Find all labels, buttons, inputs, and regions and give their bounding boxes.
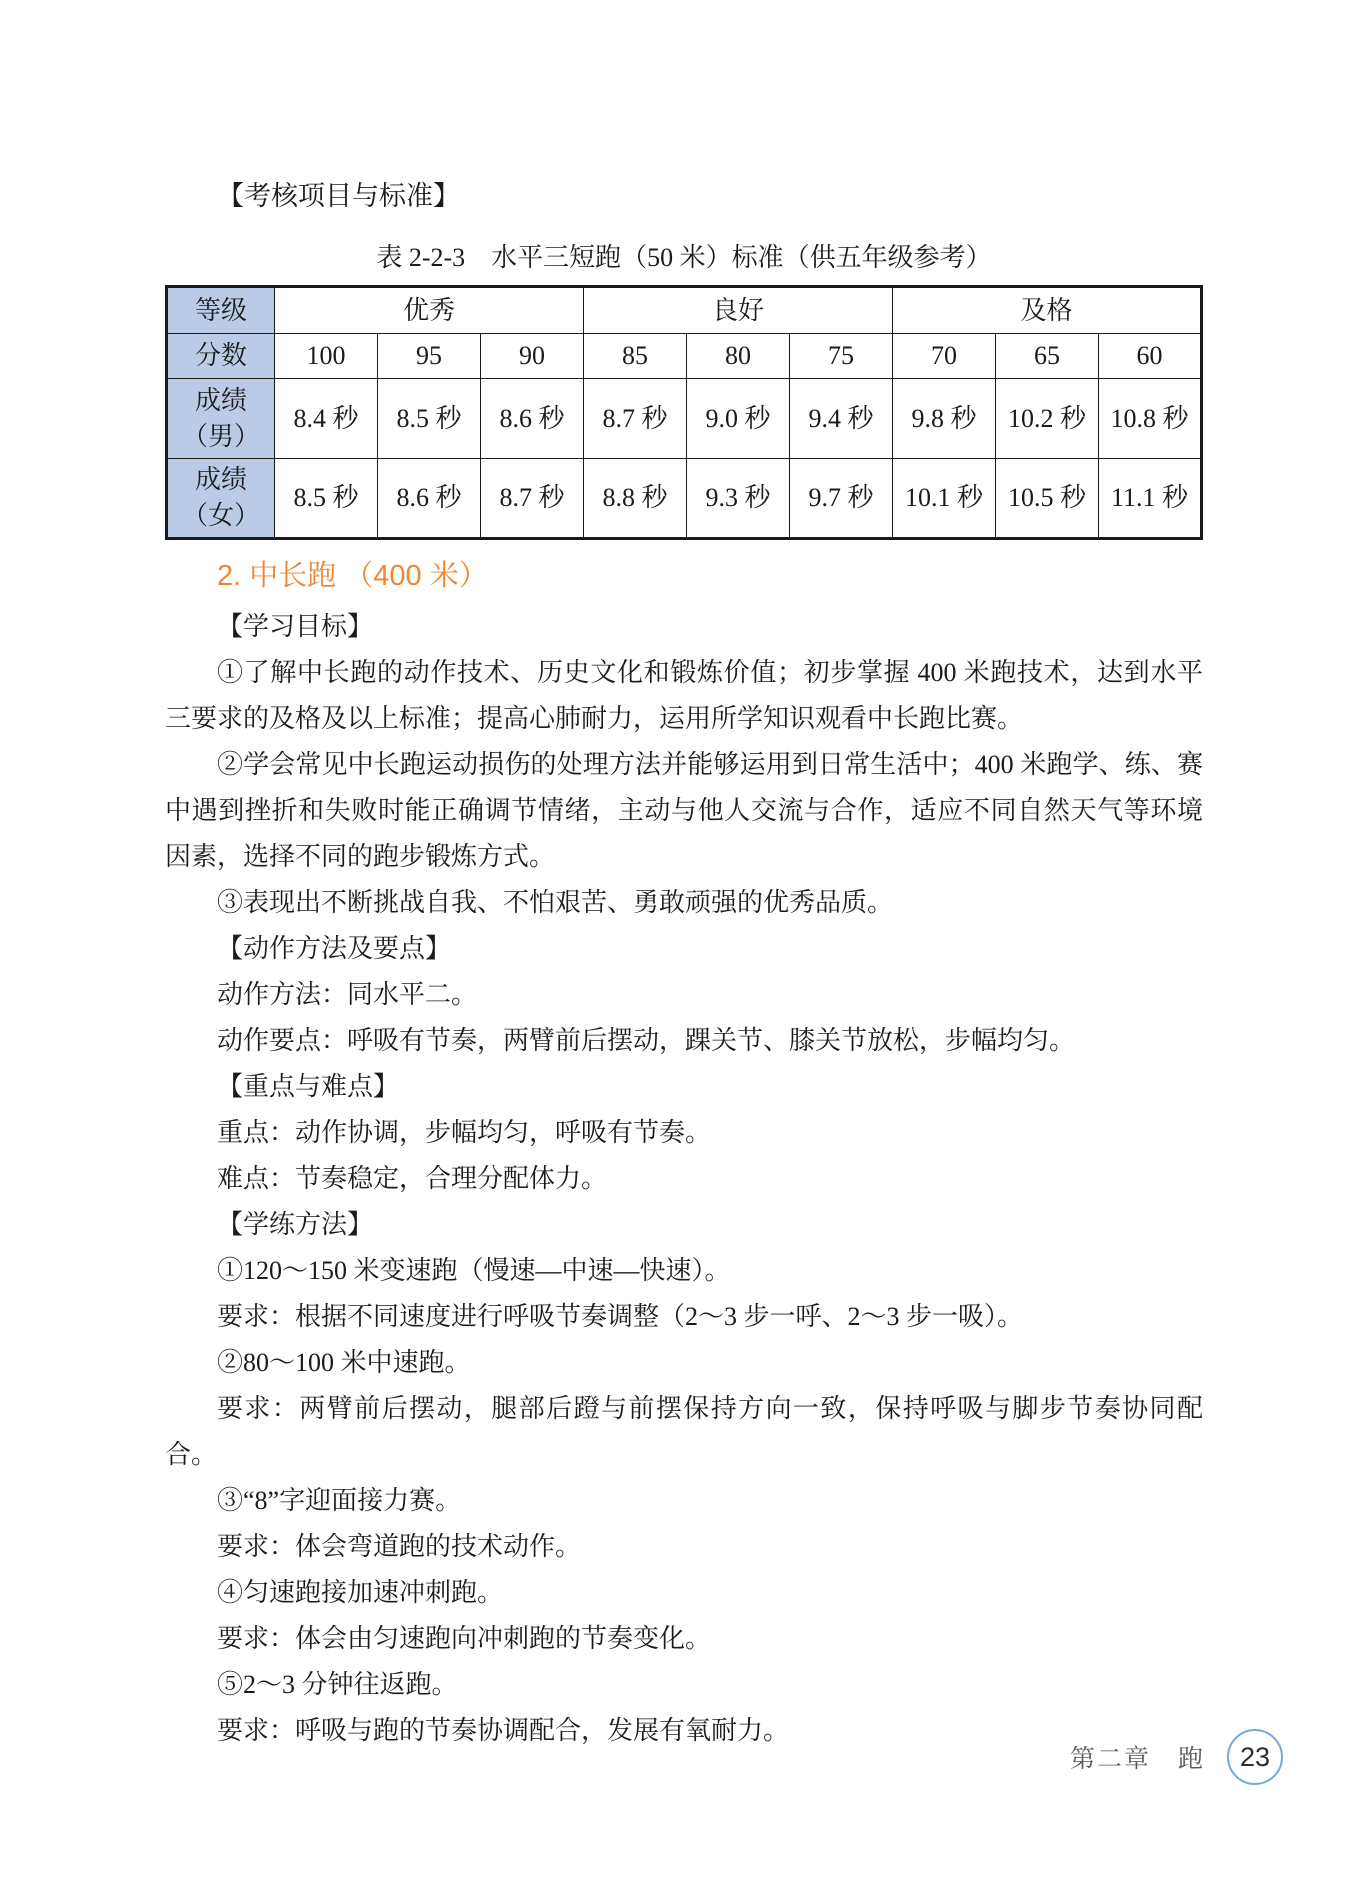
assessment-heading: 【考核项目与标准】 [217, 181, 460, 211]
chapter-label: 第二章 跑 [1069, 1745, 1205, 1773]
table-row-male-results [167, 379, 1202, 459]
corner-cell: 等级 [167, 287, 275, 334]
female-time-cell: 8.7 秒 [481, 459, 584, 539]
page-number-badge: 23 [1227, 1729, 1283, 1785]
table-title: 表 2-2-3 水平三短跑（50 米）标准（供五年级参考） [376, 243, 992, 272]
male-time-cell: 9.8 秒 [893, 379, 996, 459]
male-time-cell: 8.4 秒 [275, 379, 378, 459]
female-time-cell: 9.7 秒 [790, 459, 893, 539]
practice-methods-heading: 【学练方法】 [217, 1210, 374, 1239]
female-time-cell: 10.1 秒 [893, 459, 996, 539]
grade-group-good: 良好 [584, 287, 893, 334]
table-row-scores [167, 334, 1202, 379]
paragraph: ②学会常见中长跑运动损伤的处理方法并能够运用到日常生活中；400 米跑学、练、赛中遇到挫折和失败时能正确调节情绪，主动与他人交流与合作，适应不同自然天气等环境因素，选择不同的跑步锻炼方式。 [165, 750, 1203, 871]
paragraph: 动作方法：同水平二。 [217, 980, 478, 1009]
score-cell: 60 [1099, 334, 1202, 379]
male-time-cell: 8.7 秒 [584, 379, 687, 459]
male-time-cell: 10.8 秒 [1099, 379, 1202, 459]
score-cell: 65 [996, 334, 1099, 379]
score-cell: 100 [275, 334, 378, 379]
female-time-cell: 8.5 秒 [275, 459, 378, 539]
table-row-grades [167, 287, 1202, 334]
male-row-label [167, 379, 275, 459]
male-time-cell: 10.2 秒 [996, 379, 1099, 459]
paragraph: 重点：动作协调，步幅均匀，呼吸有节奏。 [217, 1118, 712, 1147]
female-row-label-line2: （女） [181, 501, 260, 530]
page-footer [1070, 1729, 1283, 1785]
paragraph: ⑤2～3 分钟往返跑。 [217, 1670, 458, 1699]
paragraph: ②80～100 米中速跑。 [217, 1348, 471, 1377]
score-cell: 80 [687, 334, 790, 379]
male-time-cell: 9.0 秒 [687, 379, 790, 459]
female-time-cell: 8.6 秒 [378, 459, 481, 539]
paragraph: ③“8”字迎面接力赛。 [217, 1486, 462, 1515]
score-cell: 90 [481, 334, 584, 379]
female-row-label [167, 459, 275, 539]
male-row-label-line2: （男） [181, 421, 260, 451]
female-time-cell: 11.1 秒 [1099, 459, 1202, 539]
male-time-cell: 9.4 秒 [790, 379, 893, 459]
paragraph: ①120～150 米变速跑（慢速—中速—快速）。 [217, 1256, 731, 1285]
female-row-label-line1: 成绩 [194, 465, 247, 494]
paragraph: ③表现出不断挑战自我、不怕艰苦、勇敢顽强的优秀品质。 [217, 888, 894, 917]
female-time-cell: 10.5 秒 [996, 459, 1099, 539]
page-content [165, 173, 1203, 1754]
section-body [165, 604, 1203, 1754]
table-row-female-results [167, 459, 1202, 539]
paragraph: 要求：两臂前后摆动，腿部后蹬与前摆保持方向一致，保持呼吸与脚步节奏协同配合。 [165, 1394, 1203, 1469]
score-cell: 70 [893, 334, 996, 379]
grade-group-pass: 及格 [893, 287, 1202, 334]
key-difficulty-heading: 【重点与难点】 [217, 1072, 400, 1101]
score-cell: 75 [790, 334, 893, 379]
female-time-cell: 8.8 秒 [584, 459, 687, 539]
standards-table [165, 285, 1203, 540]
paragraph: ①了解中长跑的动作技术、历史文化和锻炼价值；初步掌握 400 米跑技术，达到水平三要求的及格及以上标准；提高心肺耐力，运用所学知识观看中长跑比赛。 [165, 658, 1203, 733]
female-time-cell: 9.3 秒 [687, 459, 790, 539]
paragraph: ④匀速跑接加速冲刺跑。 [217, 1578, 504, 1607]
male-row-label-line1: 成绩 [194, 385, 247, 415]
paragraph: 要求：体会由匀速跑向冲刺跑的节奏变化。 [217, 1624, 712, 1653]
male-time-cell: 8.6 秒 [481, 379, 584, 459]
method-points-heading: 【动作方法及要点】 [217, 934, 452, 963]
section-heading-middle-distance-run: 2. 中长跑 （400 米） [217, 560, 488, 592]
male-time-cell: 8.5 秒 [378, 379, 481, 459]
score-cell: 85 [584, 334, 687, 379]
paragraph: 要求：呼吸与跑的节奏协调配合，发展有氧耐力。 [217, 1716, 790, 1745]
paragraph: 难点：节奏稳定，合理分配体力。 [217, 1164, 608, 1193]
paragraph: 要求：体会弯道跑的技术动作。 [217, 1532, 582, 1561]
grade-group-excellent: 优秀 [275, 287, 584, 334]
score-row-label: 分数 [167, 334, 275, 379]
learning-goals-heading: 【学习目标】 [217, 612, 374, 641]
score-cell: 95 [378, 334, 481, 379]
paragraph: 要求：根据不同速度进行呼吸节奏调整（2～3 步一呼、2～3 步一吸）。 [217, 1302, 1024, 1331]
paragraph: 动作要点：呼吸有节奏，两臂前后摆动，踝关节、膝关节放松，步幅均匀。 [217, 1026, 1076, 1055]
